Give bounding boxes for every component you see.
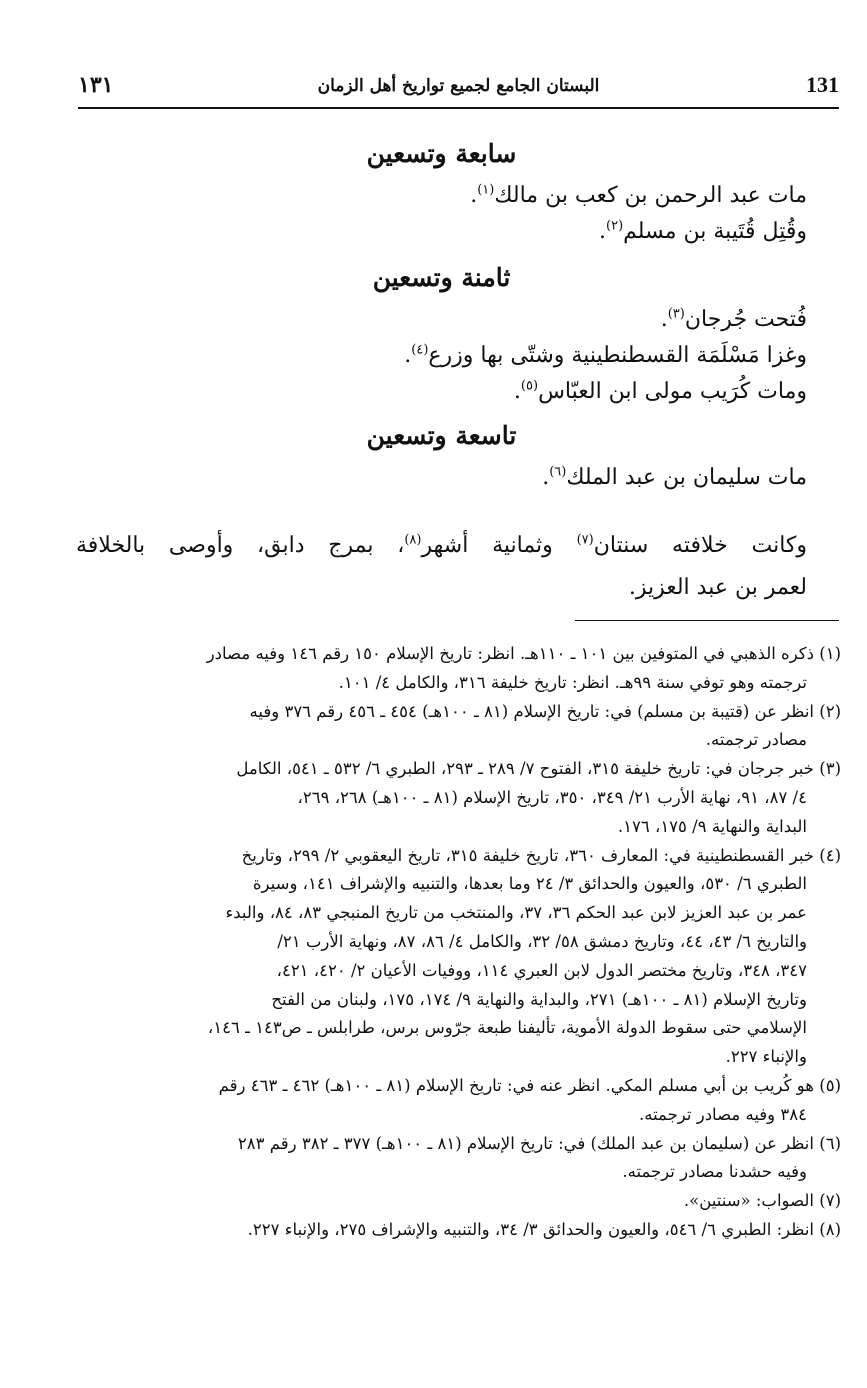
page-number-latin: 131 — [806, 72, 839, 97]
footnote-ref: (١) — [477, 182, 495, 198]
footnote: (٧) الصواب: «سنتين». — [683, 1191, 841, 1211]
page-number-arabic: ١٣١ — [78, 72, 114, 98]
footnotes — [74, 640, 841, 1245]
text-line: وكانت خلافته سنتان$^{(٧)}$ وثمانية أشهر$^{(٨)}$، بمرج دابق، وأوصى بالخلافة — [76, 532, 807, 558]
footnote: (٥) هو كُريب بن أبي مسلم المكي. انظر عنه في: تاريخ الإسلام (٨١ ـ ١٠٠هـ) ٤٦٢ ـ ٤٦٣ رقم ٣٨٤ وفيه مصادر ترجمته. — [218, 1075, 841, 1124]
text-line: مات سليمان بن عبد الملك$^{(٦)}$. — [542, 464, 807, 490]
paragraph — [76, 528, 807, 606]
section-heading: ثامنة وتسعين — [372, 263, 511, 292]
text-line: مات عبد الرحمن بن كعب بن مالك$^{(١)}$. — [470, 182, 807, 208]
footnote-ref: (٨) — [404, 532, 422, 548]
footnote: (٤) خبر القسطنطينية في: المعارف ٣٦٠، تاريخ خليفة ٣١٥، تاريخ اليعقوبي ٢/ ٢٩٩، وتاريخ الطبري ٦/ ٥٣٠، والعيون والحدائق ٣/ ٢٤ وما بعدها، والتنبيه والإشراف ١٤١، وسيرة عمر بن عبد العزيز لابن عبد الحكم ٣٦، ٣٧، والمنتخب من تاريخ المنبجي ٨٣، ٨٤، والبدء والتاريخ ٦/ ٤٣، ٤٤، وتاريخ دمشق ٥٨/ ٣٢، والكامل ٤/ ٨٦، ٨٧، ونهاية الأرب ٢١/ ٣٤٧، ٣٤٨، وتاريخ مختصر الدول لابن العبري ١١٤، ووفيات الأعيان ٢/ ٤٢٠، ٤٢١، وتاريخ الإسلام (٨١ ـ ١٠٠هـ) ٢٧١، والبداية والنهاية ٩/ ١٧٤، ١٧٥، ولبنان من الفتح الإسلامي حتى سقوط الدولة الأموية، تأليفنا طبعة جرّوس برس، طرابلس ـ ص١٤٣ ـ ١٤٦، والإنباء ٢٢٧. — [207, 845, 841, 1067]
footnote-ref: (٦) — [549, 464, 567, 480]
section-heading: سابعة وتسعين — [366, 139, 517, 168]
footnote: (٨) انظر: الطبري ٦/ ٥٤٦، والعيون والحدائق ٣/ ٣٤، والتنبيه والإشراف ٢٧٥، والإنباء ٢٢٧. — [247, 1219, 841, 1239]
text-line: فُتحت جُرجان$^{(٣)}$. — [660, 306, 807, 332]
main-text — [76, 134, 807, 496]
header-rule — [78, 107, 839, 109]
footnote: (٢) انظر عن (قتيبة بن مسلم) في: تاريخ الإسلام (٨١ ـ ١٠٠هـ) ٤٥٤ ـ ٤٥٦ رقم ٣٧٦ وفيه مصادر ترجمته. — [249, 701, 841, 750]
footnote-rule — [575, 620, 839, 621]
text-line: وغزا مَسْلَمَة القسطنطينية وشتّى بها وزرع$^{(٤)}$. — [404, 342, 807, 368]
running-header — [78, 72, 839, 106]
text-line: ومات كُرَيب مولى ابن العبّاس$^{(٥)}$. — [513, 378, 807, 404]
footnote-ref: (٤) — [411, 342, 429, 358]
footnote-ref: (٧) — [576, 532, 594, 548]
section-heading: تاسعة وتسعين — [366, 421, 517, 450]
footnote: (٦) انظر عن (سليمان بن عبد الملك) في: تاريخ الإسلام (٨١ ـ ١٠٠هـ) ٣٧٧ ـ ٣٨٢ رقم ٢٨٣ وفيه حشدنا مصادر ترجمته. — [237, 1133, 841, 1182]
footnote: (١) ذكره الذهبي في المتوفين بين ١٠١ ـ ١١٠هـ. انظر: تاريخ الإسلام ١٥٠ رقم ١٤٦ وفيه مصادر ترجمته وهو توفي سنة ٩٩هـ. انظر: تاريخ خليفة ٣١٦، والكامل ٤/ ١٠١. — [206, 644, 841, 692]
footnote-ref: (٥) — [520, 378, 539, 394]
text-line: وقُتِل قُتَيبة بن مسلم$^{(٢)}$. — [599, 218, 807, 244]
book-title: البستان الجامع لجميع تواريخ أهل الزمان — [317, 76, 600, 96]
footnote: (٣) خبر جرجان في: تاريخ خليفة ٣١٥، الفتوح ٧/ ٢٨٩ ـ ٢٩٣، الطبري ٦/ ٥٣٢ ـ ٥٤١، الكامل ٤/ ٨٧، ٩١، نهاية الأرب ٢١/ ٣٤٩، ٣٥٠، تاريخ الإسلام (٨١ ـ ١٠٠هـ) ٢٦٨، ٢٦٩، البداية والنهاية ٩/ ١٧٥، ١٧٦. — [236, 759, 841, 836]
text-line: لعمر بن عبد العزيز. — [628, 575, 807, 600]
footnote-ref: (٢) — [606, 218, 624, 234]
footnote-ref: (٣) — [667, 306, 685, 322]
